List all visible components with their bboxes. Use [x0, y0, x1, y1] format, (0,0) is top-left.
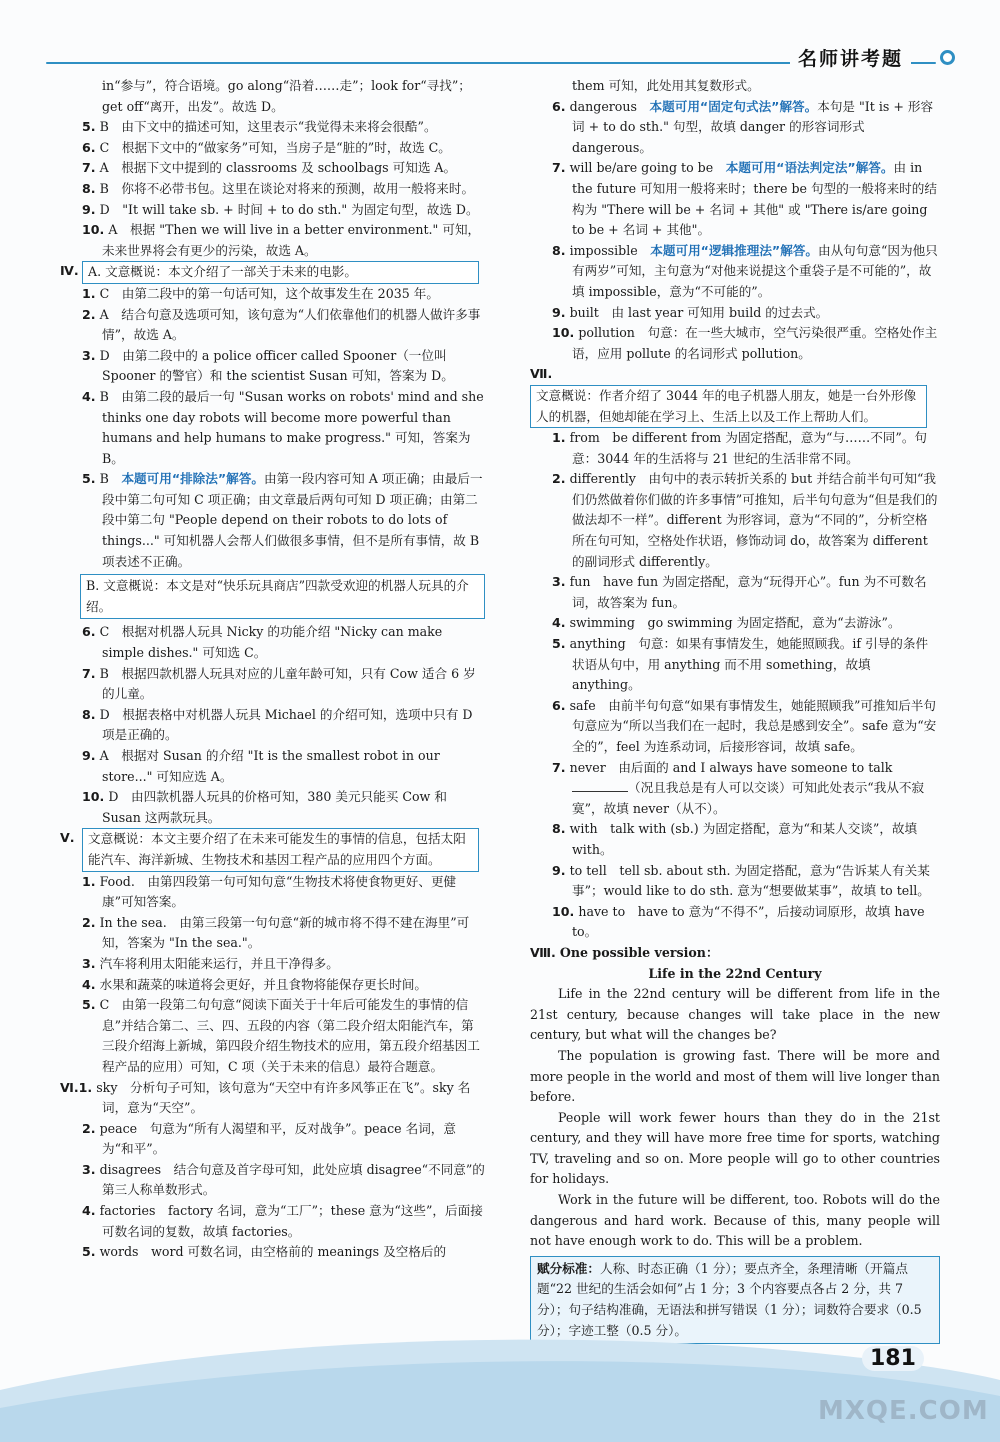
continued-text: them 可知，此处用其复数形式。 — [572, 78, 760, 93]
answer-item: 9. D "It will take sb. + 时间 + to do sth." 为固定句型，故选 D。 — [82, 201, 479, 217]
answer-item: 7. A 根据下文中提到的 classrooms 及 schoolbags 可知选 A。 — [82, 160, 457, 176]
essay-paragraph: The population is growing fast. There will be more and more people in the world and most of them will live longer than before. — [530, 1047, 940, 1105]
summary-box-b: B. 文意概说：本文是对“快乐玩具商店”四款受欢迎的机器人玩具的介绍。 — [80, 574, 485, 619]
answer-item: 2. peace 句意为“所有人渴望和平，反对战争”。peace 名词，意为“和平”。 — [82, 1120, 456, 1157]
header-title: 名师讲考题 — [790, 44, 911, 71]
answer-item: 2. differently 由句中的表示转折关系的 but 并结合前半句可知“我们仍然做着你们做的许多事情”可推知，后半句句意为“但是我们的做法却不一样”。different 为形容词，意为“不同的”，分析空格所在句可知，空格处作状语，修饰动词 do，故答案为 different 的副词形式 differently。 — [552, 471, 938, 569]
section-5 — [60, 828, 485, 1077]
answer-item: Ⅵ.1. sky 分析句子可知，该句意为“天空中有许多风筝正在飞”。sky 名词，意为“天空”。 — [60, 1079, 471, 1116]
answer-item: 6. C 根据下文中的“做家务”可知，当房子是“脏的”时，故选 C。 — [82, 139, 451, 155]
answer-item: 5. B 由下文中的描述可知，这里表示“我觉得未来将会很酷”。 — [82, 119, 437, 135]
section-label: Ⅳ. — [60, 263, 79, 279]
fill-blank — [572, 779, 628, 792]
answer-item: 1. from be different from 为固定搭配，意为“与……不同”。句意：3044 年的生活将与 21 世纪的生活非常不同。 — [552, 430, 928, 466]
answer-item: 6. dangerous 本题可用“固定句式法”解答。本句是 "It is + 形容词 + to do sth." 句型，故填 danger 的形容词形式 dangerous。 — [552, 98, 934, 155]
answer-item: 2. A 结合句意及选项可知，该句意为“人们依靠他们的机器人做许多事情”，故选 A。 — [82, 306, 481, 343]
watermark-logo: MXQE.COM — [818, 1396, 989, 1426]
answer-item: 10. A 根据 "Then we will live in a better environment." 可知，未来世界将会有更少的污染，故选 A。 — [82, 222, 481, 258]
summary-box-a: A. 文意概说：本文介绍了一部关于未来的电影。 — [82, 261, 479, 284]
answer-item: 5. words word 可数名词，由空格前的 meanings 及空格后的 — [82, 1244, 447, 1260]
answer-item: 4. B 由第二段的最后一句 "Susan works on robots' mind and she thinks one day robots will become more powerful than humans and help humans to make progress." 可知，答案为 B。 — [82, 388, 484, 466]
section-6 — [60, 1078, 485, 1263]
method-highlight: 本题可用“排除法”解答。 — [121, 471, 264, 487]
answer-item: 7. will be/are going to be 本题可用“语法判定法”解答。由 in the future 可知用一般将来时；there be 句型的一般将来时的结构为 "There will be + 名词 + 其他" 或 "There is/are going to be + 名词 + 其他"。 — [552, 160, 937, 238]
answer-item: 8. B 你将不必带书包。这里在谈论对将来的预测，故用一般将来时。 — [82, 180, 475, 196]
section-7 — [530, 364, 940, 943]
page-number: 181 — [862, 1346, 924, 1371]
answer-item: 9. built 由 last year 可知用 build 的过去式。 — [552, 304, 829, 320]
method-highlight: 本题可用“逻辑推理法”解答。 — [650, 242, 818, 258]
answer-item: 8. D 根据表格中对机器人玩具 Michael 的介绍可知，选项中只有 D 项是正确的。 — [82, 706, 473, 743]
section-label: Ⅶ. — [530, 366, 553, 382]
answer-item: 4. 水果和蔬菜的味道将会更好，并且食物将能保存更长时间。 — [82, 976, 428, 992]
answer-item: 5. anything 句意：如果有事情发生，她能照顾我。if 引导的条件状语从句中，用 anything 而不用 something，故填 anything。 — [552, 636, 929, 693]
answer-item: 10. have to have to 意为“不得不”，后接动词原形，故填 have to。 — [552, 903, 925, 940]
summary-box: 文意概说：本文主要介绍了在未来可能发生的事情的信息，包括太阳能汽车、海洋新城、生物技术和基因工程产品的应用四个方面。 — [82, 828, 479, 871]
summary-box: 文意概说：作者介绍了 3044 年的电子机器人朋友，她是一台外形像人的机器，但她却能在学习上、生活上以及工作上帮助人们。 — [530, 385, 927, 428]
method-highlight: 本题可用“固定句式法”解答。 — [649, 98, 818, 114]
continued-text: in“参与”，符合语境。go along“沿着……走”；look for“寻找”；get off“离开，出发”。故选 D。 — [102, 78, 471, 114]
answer-item: 9. A 根据对 Susan 的介绍 "It is the smallest robot in our store..." 可知应选 A。 — [82, 748, 440, 784]
essay-title: Life in the 22nd Century — [648, 965, 822, 981]
essay-paragraph: Work in the future will be different, too. Robots will do the dangerous and hard work. Because of this, many people will not have enough work to do. This will be a problem. — [530, 1192, 940, 1249]
essay-paragraph: People will work fewer hours than they do in the 21st century, and they will have more free time for sports, watching TV, traveling and so on. More people will go to other countries for holidays. — [530, 1109, 940, 1187]
answer-item: 4. swimming go swimming 为固定搭配，意为“去游泳”。 — [552, 615, 901, 631]
left-column — [60, 76, 485, 1263]
answer-item: 1. C 由第二段中的第一句话可知，这个故事发生在 2035 年。 — [82, 285, 439, 301]
circle-bullet-icon — [940, 50, 955, 65]
essay-paragraph: Life in the 22nd century will be different from life in the 21st century, because changes will take place in the new century, but what will the changes be? — [530, 986, 940, 1043]
section-label: Ⅴ. — [60, 830, 75, 846]
answer-item: 8. with talk with (sb.) 为固定搭配，意为“和某人交谈”，故填 with。 — [552, 821, 918, 857]
answer-item: 3. disagrees 结合句意及首字母可知，此处应填 disagree“不同意”的第三人称单数形式。 — [82, 1161, 485, 1198]
section-3-items — [60, 117, 485, 261]
answer-item: 4. factories factory 名词，意为“工厂”；these 意为“这些”，后面接可数名词的复数，故填 factories。 — [82, 1203, 483, 1239]
answer-item: 10. pollution 句意：在一些大城市，空气污染很严重。空格处作主语，应用 pollute 的名词形式 pollution。 — [552, 325, 938, 361]
section-8 — [530, 943, 940, 1344]
method-highlight: 本题可用“语法判定法”解答。 — [725, 160, 894, 176]
answer-item: 5. B 本题可用“排除法”解答。由第一段内容可知 A 项正确；由最后一段中第二句可知 C 项正确；由文章最后两句可知 D 项正确；由第二段中第二句 "People depend on their robots to do lots of things..." 可知机器人会帮人们做很多事情，但不是所有事情，故 B 项表述不正确。 — [82, 471, 483, 569]
sample-intro: Ⅷ. One possible version： — [530, 944, 719, 960]
answer-item: 5. C 由第一段第二句句意“阅读下面关于十年后可能发生的事情的信息”并结合第二、三、四、五段的内容（第二段介绍太阳能汽车，第三段介绍海上新城，第四段介绍生物技术的应用，第五段介绍基因工程产品的应用）可知，C 项（关于未来的信息）最符合题意。 — [82, 997, 480, 1074]
answer-item: 10. D 由四款机器人玩具的价格可知，380 美元只能买 Cow 和 Susan 这两款玩具。 — [82, 789, 447, 825]
right-column — [530, 76, 940, 1344]
answer-item: 9. to tell tell sb. about sth. 为固定搭配，意为“告诉某人有关某事”；would like to do sth. 意为“想要做某事”，故填 to tell。 — [552, 862, 930, 899]
page-header — [0, 0, 1000, 70]
section-4 — [60, 261, 485, 828]
scoring-criteria-box: 赋分标准：人称、时态正确（1 分）；要点齐全，条理清晰（开篇点题“22 世纪的生活会如何”占 1 分；3 个内容要点各占 2 分，共 7 分）；句子结构准确，无语法和拼写错误（1 分）；词数符合要求（0.5 分）；字迹工整（0.5 分）。 — [530, 1256, 940, 1344]
answer-item: 3. fun have fun 为固定搭配，意为“玩得开心”。fun 为不可数名词，故答案为 fun。 — [552, 574, 927, 610]
answer-item: 6. C 根据对机器人玩具 Nicky 的功能介绍 "Nicky can make simple dishes." 可知选 C。 — [82, 624, 443, 661]
answer-item: 7. B 根据四款机器人玩具对应的儿童年龄可知，只有 Cow 适合 6 岁的儿童。 — [82, 665, 476, 702]
answer-item: 7. never 由后面的 and I always have someone to talk（况且我总是有人可以交谈）可知此处表示“我从不寂寞”，故填 never（从不）。 — [552, 759, 925, 816]
answer-item: 8. impossible 本题可用“逻辑推理法”解答。由从句句意“因为他只有两岁”可知，主句意为“对他来说提这个重袋子是不可能的”，故填 impossible，意为“不可能的”。 — [552, 242, 938, 299]
answer-item: 3. 汽车将利用太阳能来运行，并且干净得多。 — [82, 955, 339, 971]
answer-item: 6. safe 由前半句句意“如果有事情发生，她能照顾我”可推知后半句句意应为“所以当我们在一起时，我总是感到安全”。safe 意为“安全的”，feel 为连系动词，后接形容词，故填 safe。 — [552, 697, 937, 754]
answer-item: 3. D 由第二段中的 a police officer called Spooner（一位叫 Spooner 的警官）和 the scientist Susan 可知，答案为 D。 — [82, 347, 454, 384]
answer-item: 1. Food. 由第四段第一句可知句意“生物技术将使食物更好、更健康”可知答案。 — [82, 873, 457, 910]
answer-item: 2. In the sea. 由第三段第一句句意“新的城市将不得不建在海里”可知，答案为 "In the sea."。 — [82, 914, 470, 951]
